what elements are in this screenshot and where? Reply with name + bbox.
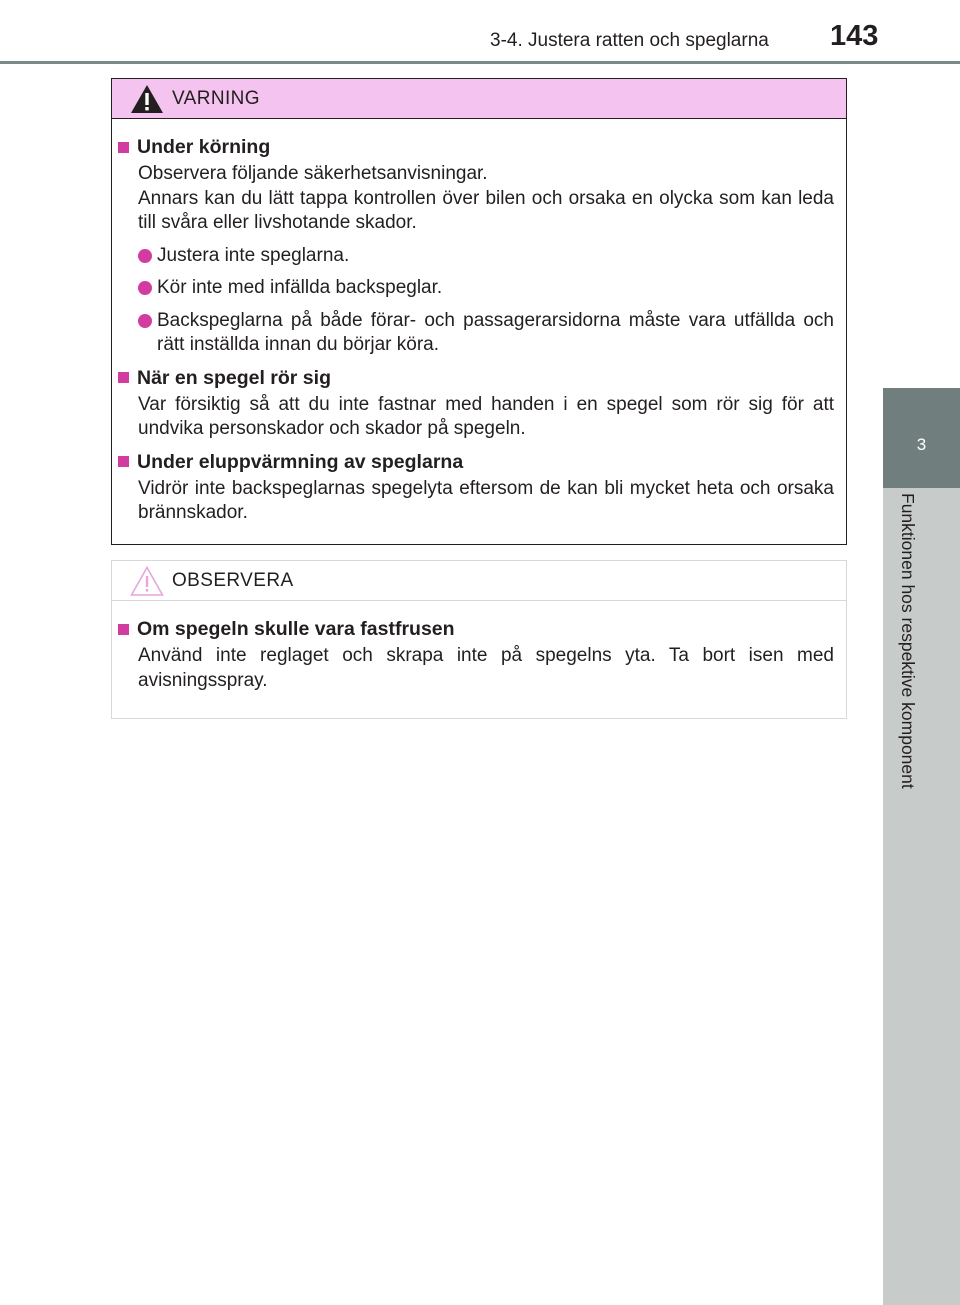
section-heading: [118, 135, 834, 159]
notice-title: OBSERVERA: [172, 570, 294, 591]
chapter-tab-band: [883, 488, 960, 1305]
section-paragraph: Observera följande säkerhetsanvisningar. Annars kan du lätt tappa kontrollen över bilen och orsaka en olycka som kan leda till svåra eller livshotande skador.: [138, 163, 834, 233]
section-heading-text: Under eluppvärmning av speglarna: [137, 450, 464, 473]
chapter-tab: [883, 388, 960, 488]
section-title: 3-4. Justera ratten och speglarna: [490, 30, 769, 51]
round-bullet-icon: [138, 281, 152, 295]
square-bullet-icon: [118, 372, 129, 383]
round-bullet-icon: [138, 249, 152, 263]
section-heading-text: Om spegeln skulle vara fastfrusen: [137, 618, 455, 640]
bullet-text: Justera inte speglarna.: [157, 244, 350, 266]
caution-triangle-outline-icon: [129, 565, 165, 597]
section-heading: [118, 450, 834, 474]
page-number: 143: [830, 20, 879, 52]
warning-title: VARNING: [172, 88, 260, 109]
round-bullet-icon: [138, 314, 152, 328]
section-paragraph: Vidrör inte backspeglarnas spegelyta eftersom de kan bli mycket heta och orsaka brännskador.: [138, 477, 834, 523]
warning-box: [111, 78, 847, 545]
section-heading: [118, 366, 834, 390]
header-rule: [0, 61, 960, 64]
section-heading: [118, 617, 834, 641]
section-heading-text: När en spegel rör sig: [137, 366, 331, 389]
chapter-title: Funktionen hos respektive komponent: [898, 493, 918, 789]
notice-box: [111, 560, 847, 719]
bullet-item: [138, 244, 834, 269]
square-bullet-icon: [118, 624, 129, 635]
notice-header: [112, 561, 846, 601]
square-bullet-icon: [118, 142, 129, 153]
section-paragraph: Var försiktig så att du inte fastnar med handen i en spegel som rör sig för att undvika personskador och skador på spegeln.: [138, 393, 834, 439]
bullet-text: Backspeglarna på både förar- och passagerarsidorna måste vara utfällda och rätt inställda innan du börjar köra.: [157, 309, 834, 355]
bullet-item: [138, 276, 834, 301]
bullet-item: [138, 309, 834, 358]
warning-triangle-icon: [129, 83, 165, 115]
warning-header: [112, 79, 846, 119]
section-heading-text: Under körning: [137, 136, 271, 158]
bullet-text: Kör inte med infällda backspeglar.: [157, 277, 443, 298]
chapter-number: 3: [916, 435, 927, 454]
square-bullet-icon: [118, 456, 129, 467]
section-paragraph: Använd inte reglaget och skrapa inte på spegelns yta. Ta bort isen med avisningsspray.: [138, 645, 834, 691]
